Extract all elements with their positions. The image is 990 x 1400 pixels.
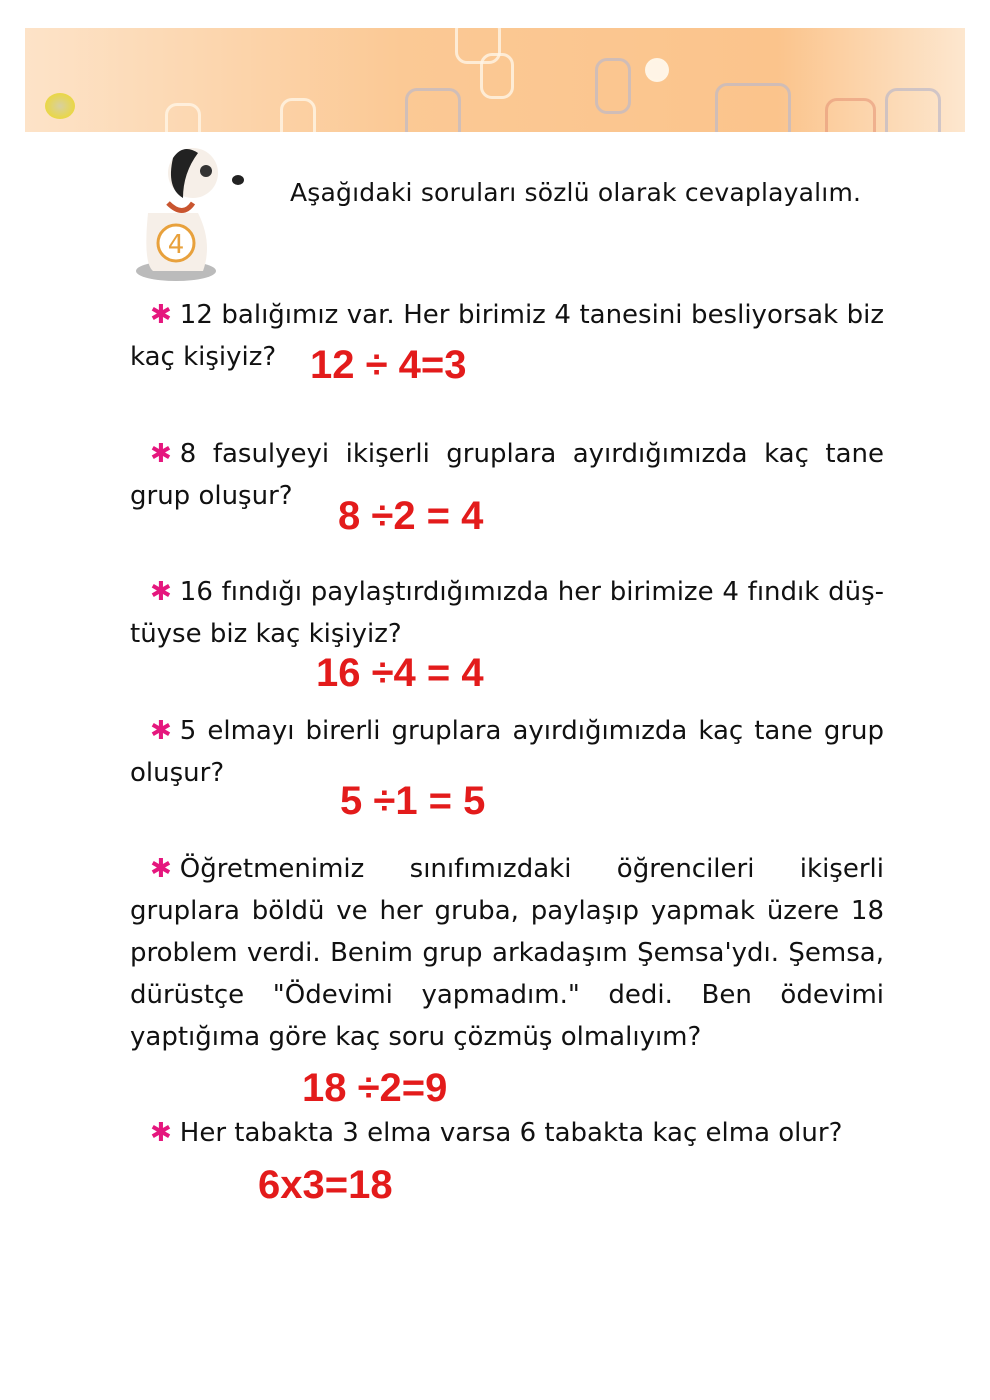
answer-1: 12 ÷ 4=3 bbox=[310, 343, 467, 387]
flower-icon bbox=[45, 93, 75, 119]
asterisk-icon: ✱ bbox=[150, 716, 172, 746]
question-3: ✱ 16 fındığı paylaştırdığımızda her birimize 4 fındık düş-tüyse biz kaç kişiyiz? bbox=[130, 577, 884, 649]
question-5: ✱ Öğretmenimiz sınıfımızdaki öğrencileri ikişerli gruplara böldü ve her gruba, paylaşıp yapmak üzere 18 problem verdi. Benim grup arkadaşım Şemsa'ydı. Şemsa, dürüstçe "Ödevimi yapmadım." dedi. Ben ödevimi yaptığıma göre kaç soru çözmüş olmalıyım? bbox=[130, 854, 884, 1052]
page-title: Aşağıdaki soruları sözlü olarak cevaplayalım. bbox=[290, 178, 862, 207]
question-4: ✱ 5 elmayı birerli gruplara ayırdığımızda kaç tane grup oluşur? bbox=[130, 716, 884, 788]
answer-4: 5 ÷1 = 5 bbox=[340, 779, 486, 823]
answer-3: 16 ÷4 = 4 bbox=[316, 651, 484, 695]
answer-5: 18 ÷2=9 bbox=[302, 1066, 448, 1110]
question-2: ✱ 8 fasulyeyi ikişerli gruplara ayırdığımızda kaç tane grup oluşur? bbox=[130, 439, 884, 511]
asterisk-icon: ✱ bbox=[150, 300, 172, 330]
asterisk-icon: ✱ bbox=[150, 577, 172, 607]
question-1: ✱ 12 balığımız var. Her birimiz 4 tanesini besliyorsak biz kaç kişiyiz? bbox=[130, 300, 884, 372]
asterisk-icon: ✱ bbox=[150, 854, 172, 884]
dog-badge-number: 4 bbox=[167, 230, 185, 260]
dalmatian-dog-illustration bbox=[128, 143, 248, 283]
answer-6: 6x3=18 bbox=[258, 1163, 393, 1207]
asterisk-icon: ✱ bbox=[150, 439, 172, 469]
asterisk-icon: ✱ bbox=[150, 1118, 172, 1148]
decorative-banner bbox=[25, 28, 965, 132]
question-6: ✱ Her tabakta 3 elma varsa 6 tabakta kaç elma olur? bbox=[150, 1118, 843, 1148]
answer-2: 8 ÷2 = 4 bbox=[338, 494, 484, 538]
